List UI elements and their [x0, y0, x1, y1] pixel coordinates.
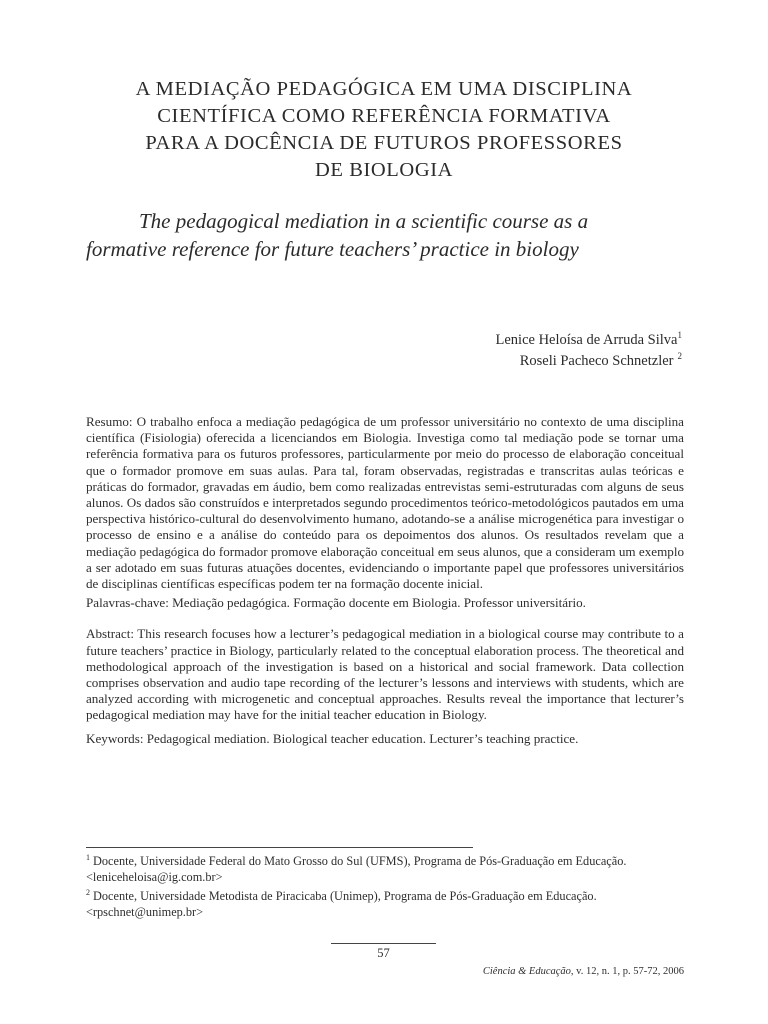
- footnotes: [86, 853, 686, 923]
- title-line: A MEDIAÇÃO PEDAGÓGICA EM UMA DISCIPLINA: [135, 78, 633, 100]
- title-line: DE BIOLOGIA: [314, 159, 454, 181]
- author-name: Roseli Pacheco Schnetzler: [519, 353, 674, 369]
- abstract-paragraph: Abstract: This research focuses how a lecturer’s pedagogical mediation in a biological course may contribute to a future teachers’ practice in Biology, particularly related to the conceptual elaboration process. The theoretical and methodological approach of the investigation is based on a historical and social framework. Data collection comprises observation and audio tape recording of the lecturer’s lessons and interviews with students, which are analyzed according with microgenetic and conceptual approaches. Results reveal the importance that lecturer’s pedagogical mediation may have for the initial teacher education in Biology.: [86, 626, 684, 723]
- palavras-chave: Palavras-chave: Mediação pedagógica. Formação docente em Biologia. Professor universitário.: [86, 595, 586, 611]
- article-title: [84, 76, 684, 184]
- author: [496, 330, 683, 351]
- abstract-section: [86, 414, 684, 747]
- author-name: Lenice Heloísa de Arruda Silva: [495, 332, 678, 348]
- journal-name: Ciência & Educação: [482, 966, 571, 977]
- english-title-line: formative reference for future teachers’ practice in biology: [86, 237, 579, 261]
- author-footnote-mark: 2: [677, 351, 682, 362]
- resumo-paragraph: Resumo: O trabalho enfoca a mediação pedagógica de um professor universitário no contexto de uma disciplina científica (Fisiologia) oferecida a licenciandos em Biologia. Investiga como tal mediação pode se tornar uma referência formativa para os futuros professores, particularmente por meio do processo de elaboração conceitual que o formador promove em suas aulas. Para tal, foram observadas, registradas e transcritas aulas teóricas e práticas do formador, gravadas em áudio, bem como realizadas entrevistas semi-estruturadas com alguns de seus alunos. Os dados são construídos e interpretados segundo procedimentos teórico-metodológicos pautados em uma perspectiva histórico-cultural do desenvolvimento humano, adotando-se a análise microgenética para investigar o processo de ensino e a análise do conteúdo para os depoimentos dos alunos. Os resultados revelam que a mediação pedagógica do formador promove elaboração conceitual em seus alunos, que a consideram um exemplo a ser adotado em suas futuras atuações docentes, evidenciando o importante papel que professores universitários de disciplinas científicas específicas podem ter na formação docente inicial.: [86, 414, 684, 592]
- journal-volume: , v. 12, n. 1, p. 57-72, 2006: [570, 966, 684, 977]
- author: [496, 351, 683, 372]
- title-line: PARA A DOCÊNCIA DE FUTUROS PROFESSORES: [145, 132, 623, 154]
- title-line: CIENTÍFICA COMO REFERÊNCIA FORMATIVA: [157, 105, 611, 127]
- author-list: [496, 330, 683, 372]
- keywords: Keywords: Pedagogical mediation. Biological teacher education. Lecturer’s teaching practice.: [86, 730, 579, 746]
- page-number: 57: [377, 946, 390, 960]
- footnote-email: <leniceheloisa@ig.com.br>: [86, 870, 223, 884]
- page-number-divider: [331, 943, 436, 944]
- footnote-mark: 1: [86, 852, 90, 862]
- footnote-email: <rpschnet@unimep.br>: [86, 905, 204, 919]
- footnote: [86, 888, 686, 920]
- footnote-mark: 2: [86, 887, 90, 897]
- author-footnote-mark: 1: [677, 330, 682, 341]
- footnote-divider: [86, 847, 473, 848]
- footnote: [86, 853, 686, 885]
- footnote-text: Docente, Universidade Metodista de Piracicaba (Unimep), Programa de Pós-Graduação em Educação.: [93, 889, 597, 903]
- footnote-text: Docente, Universidade Federal do Mato Grosso do Sul (UFMS), Programa de Pós-Graduação em Educação.: [93, 854, 627, 868]
- english-title-line: The pedagogical mediation in a scientific course as a: [139, 209, 589, 233]
- journal-citation: [483, 966, 684, 977]
- english-title: [86, 207, 686, 263]
